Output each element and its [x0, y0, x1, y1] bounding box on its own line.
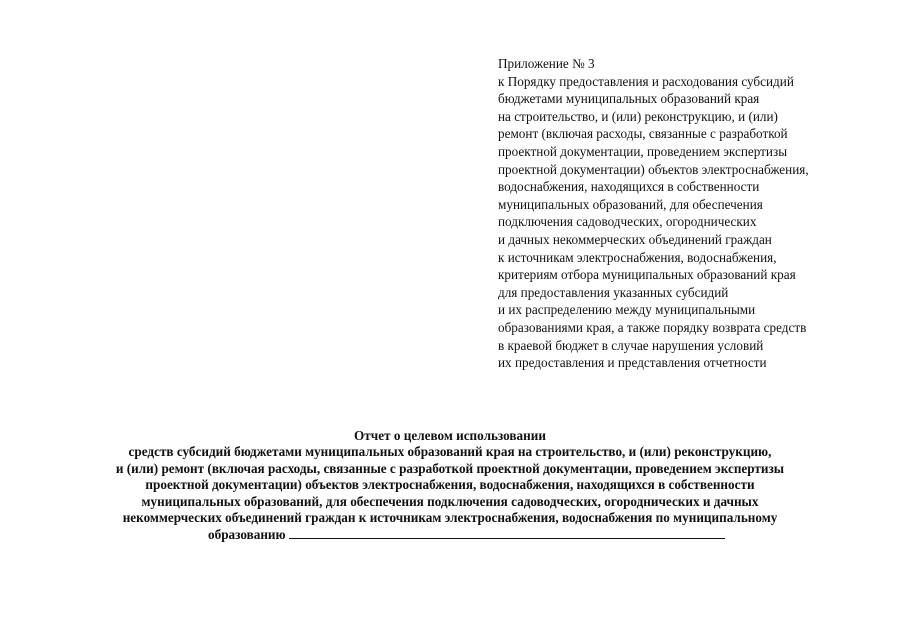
appendix-line: бюджетами муниципальных образований края — [498, 91, 760, 107]
appendix-header — [498, 55, 898, 372]
appendix-line: к источникам электроснабжения, водоснабжения, — [498, 249, 777, 265]
appendix-line: Приложение № 3 — [498, 56, 595, 71]
appendix-line: проектной документации) объектов электроснабжения, — [498, 161, 809, 177]
appendix-line: к Порядку предоставления и расходования субсидий — [498, 73, 794, 89]
appendix-line: водоснабжения, находящихся в собственности — [498, 179, 760, 195]
appendix-line: и дачных некоммерческих объединений граждан — [498, 231, 772, 247]
appendix-line: для предоставления указанных субсидий — [498, 284, 729, 300]
report-title-line: муниципальных образований, для обеспечения подключения садоводческих, огороднических и дачных — [141, 493, 759, 509]
appendix-line: образованиями края, а также порядку возврата средств — [498, 319, 807, 335]
report-title-line: и (или) ремонт (включая расходы, связанные с разработкой проектной документации, проведением экспертизы — [115, 460, 785, 476]
appendix-line: проектной документации, проведением экспертизы — [498, 143, 788, 159]
appendix-line: подключения садоводческих, огороднических — [498, 214, 757, 230]
municipality-line — [40, 526, 860, 543]
appendix-line: на строительство, и (или) реконструкцию, и (или) — [498, 108, 778, 124]
appendix-line: их предоставления и представления отчетности — [498, 355, 767, 371]
appendix-line: и их распределению между муниципальными — [498, 302, 756, 318]
appendix-line: в краевой бюджет в случае нарушения условий — [498, 337, 764, 353]
appendix-line: ремонт (включая расходы, связанные с разработкой — [498, 126, 788, 142]
report-title — [40, 428, 860, 544]
report-title-line: некоммерческих объединений граждан к источникам электроснабжения, водоснабжения по муниципальному — [122, 510, 778, 526]
municipality-label: образованию — [208, 527, 286, 543]
appendix-line: муниципальных образований, для обеспечения — [498, 196, 763, 212]
municipality-blank-field[interactable] — [289, 526, 725, 539]
appendix-line: критериям отбора муниципальных образований края — [498, 267, 796, 283]
report-title-line: средств субсидий бюджетами муниципальных образований края на строительство, и (или) реконструкцию, — [128, 444, 772, 460]
report-title-line: Отчет о целевом использовании — [354, 428, 546, 443]
report-title-line: проектной документации) объектов электроснабжения, водоснабжения, находящихся в собственности — [145, 477, 755, 493]
